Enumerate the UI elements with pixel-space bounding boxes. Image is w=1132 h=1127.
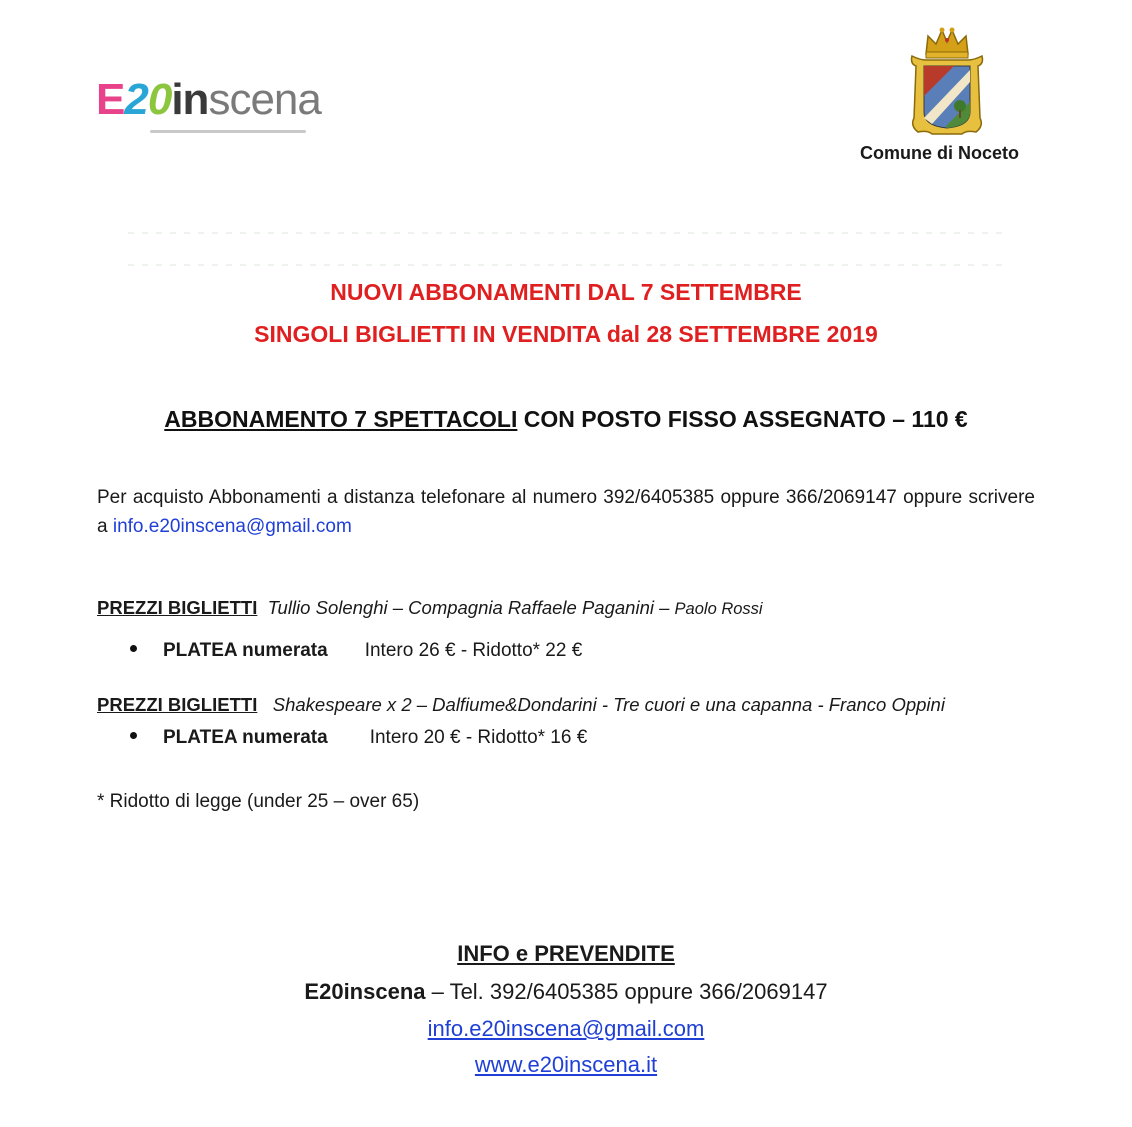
- heading-new-subscriptions: NUOVI ABBONAMENTI DAL 7 SETTEMBRE: [330, 279, 802, 305]
- seat-type: PLATEA numerata: [163, 727, 328, 748]
- footer-website-link[interactable]: www.e20inscena.it: [474, 1052, 658, 1077]
- remote-purchase-paragraph: [97, 483, 1035, 541]
- logo-letter-e: E: [96, 75, 125, 124]
- scan-artifact-line: [128, 232, 1008, 234]
- subscription-heading-rest: CON POSTO FISSO ASSEGNATO – 110 €: [517, 406, 968, 432]
- ticket-price: Intero 20 € - Ridotto* 16 €: [369, 727, 588, 748]
- footer-title: [0, 941, 1132, 967]
- logo-digit-0: 0: [147, 75, 172, 124]
- logo-underline: [150, 130, 306, 133]
- price-list-shows: Shakespeare x 2 – Dalfiume&Dondarini - Tre cuori e una capanna - Franco Oppini: [272, 694, 945, 715]
- price-list-shows-small: Paolo Rossi: [674, 600, 763, 618]
- footer-website-row: [0, 1052, 1132, 1078]
- list-item: [130, 640, 582, 662]
- seat-type: PLATEA numerata: [163, 640, 328, 661]
- logo-scena: scena: [208, 75, 321, 124]
- logo-in: in: [171, 75, 209, 124]
- footer-phones: – Tel. 392/6405385 oppure 366/2069147: [425, 979, 828, 1004]
- footer-org-name: E20inscena: [304, 979, 426, 1004]
- subscription-heading-underlined: ABBONAMENTO 7 SPETTACOLI: [164, 406, 518, 432]
- info-prevendite-heading: INFO e PREVENDITE: [457, 941, 675, 966]
- price-list-title: PREZZI BIGLIETTI: [97, 597, 258, 618]
- reduced-price-note: * Ridotto di legge (under 25 – over 65): [97, 791, 420, 812]
- price-list-shows: Tullio Solenghi – Compagnia Raffaele Paganini –: [267, 597, 675, 618]
- remote-purchase-text: Per acquisto Abbonamenti a distanza telefonare al numero 392/6405385 oppure 366/2069147 oppure scrivere a: [97, 487, 1035, 537]
- e20inscena-logo: [96, 75, 321, 124]
- price-list-header: [97, 597, 763, 619]
- price-list-header: [97, 694, 945, 716]
- subscription-heading: [0, 406, 1132, 433]
- logo-digit-2: 2: [124, 75, 148, 124]
- coat-of-arms-icon: [906, 26, 988, 138]
- bullet-icon: [130, 645, 137, 652]
- scan-artifact-line: [128, 264, 1008, 266]
- ticket-price: Intero 26 € - Ridotto* 22 €: [364, 640, 583, 661]
- remote-purchase-email-link[interactable]: info.e20inscena@gmail.com: [112, 516, 352, 537]
- price-list-title: PREZZI BIGLIETTI: [97, 694, 258, 715]
- list-item: [130, 727, 587, 749]
- heading-single-tickets: SINGOLI BIGLIETTI IN VENDITA dal 28 SETTEMBRE 2019: [254, 321, 878, 347]
- comune-label: Comune di Noceto: [860, 143, 1020, 163]
- footer-email-row: [0, 1016, 1132, 1042]
- footer-contact-line: [0, 979, 1132, 1005]
- footer-email-link[interactable]: info.e20inscena@gmail.com: [427, 1016, 705, 1041]
- bullet-icon: [130, 732, 137, 739]
